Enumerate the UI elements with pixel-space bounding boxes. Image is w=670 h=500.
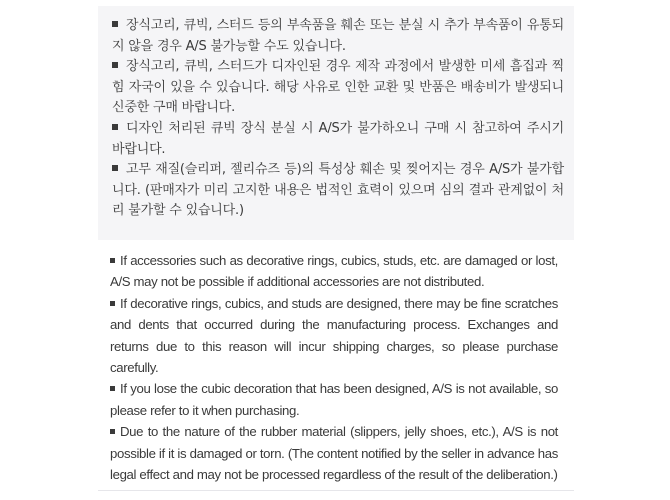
korean-notice-text: 디자인 처리된 큐빅 장식 분실 시 A/S가 불가하오니 구매 시 참고하여 주시기 바랍니다. xyxy=(112,120,564,157)
english-notice-text: If decorative rings, cubics, and studs are designed, there may be fine scratches and dents that occurred during the manufacturing process. Exchanges and returns due to this reason will incur shipping charges, so please purchase carefully. xyxy=(110,295,558,376)
korean-notice-item xyxy=(112,119,564,160)
square-bullet-icon xyxy=(112,21,118,27)
square-bullet-icon xyxy=(110,258,115,263)
korean-notice-item xyxy=(112,160,564,222)
square-bullet-icon xyxy=(110,301,115,306)
korean-notice-text: 장식고리, 큐빅, 스터드 등의 부속품을 훼손 또는 분실 시 추가 부속품이 유통되지 않을 경우 A/S 불가능할 수도 있습니다. xyxy=(112,18,564,54)
english-notice-item xyxy=(110,421,558,485)
square-bullet-icon xyxy=(112,62,118,68)
square-bullet-icon xyxy=(112,165,118,171)
square-bullet-icon xyxy=(110,429,115,434)
square-bullet-icon xyxy=(110,386,115,391)
english-notice-text: If you lose the cubic decoration that has been designed, A/S is not available, so please refer to it when purchasing. xyxy=(110,381,558,418)
korean-notice-text: 고무 재질(슬리퍼, 젤리슈즈 등)의 특성상 훼손 및 찢어지는 경우 A/S가 불가합니다. (판매자가 미리 고지한 내용은 법적인 효력이 있으며 심의 결과 관계없이 처리 불가할 수 있습니다.) xyxy=(112,162,564,219)
korean-notice-text: 장식고리, 큐빅, 스터드가 디자인된 경우 제작 과정에서 발생한 미세 흠집과 찍힘 자국이 있을 수 있습니다. 해당 사유로 인한 교환 및 반품은 배송비가 발생되니 신중한 구매 바랍니다. xyxy=(112,59,564,116)
english-notice-text: If accessories such as decorative rings, cubics, studs, etc. are damaged or lost, A/S may not be possible if additional accessories are not distributed. xyxy=(110,253,558,290)
english-notice-text: Due to the nature of the rubber material (slippers, jelly shoes, etc.), A/S is not possible if it is damaged or torn. (The content notified by the seller in advance has legal effect and may not be processed regardless of the result of the deliberation.) xyxy=(110,424,558,483)
english-notice-item xyxy=(110,293,558,379)
english-notice-item xyxy=(110,378,558,421)
english-notice-item xyxy=(110,250,558,293)
english-notice-box xyxy=(106,250,562,490)
square-bullet-icon xyxy=(112,124,118,130)
korean-notice-box xyxy=(98,6,574,240)
korean-notice-item xyxy=(112,16,564,57)
bottom-divider xyxy=(98,490,574,491)
korean-notice-item xyxy=(112,57,564,119)
